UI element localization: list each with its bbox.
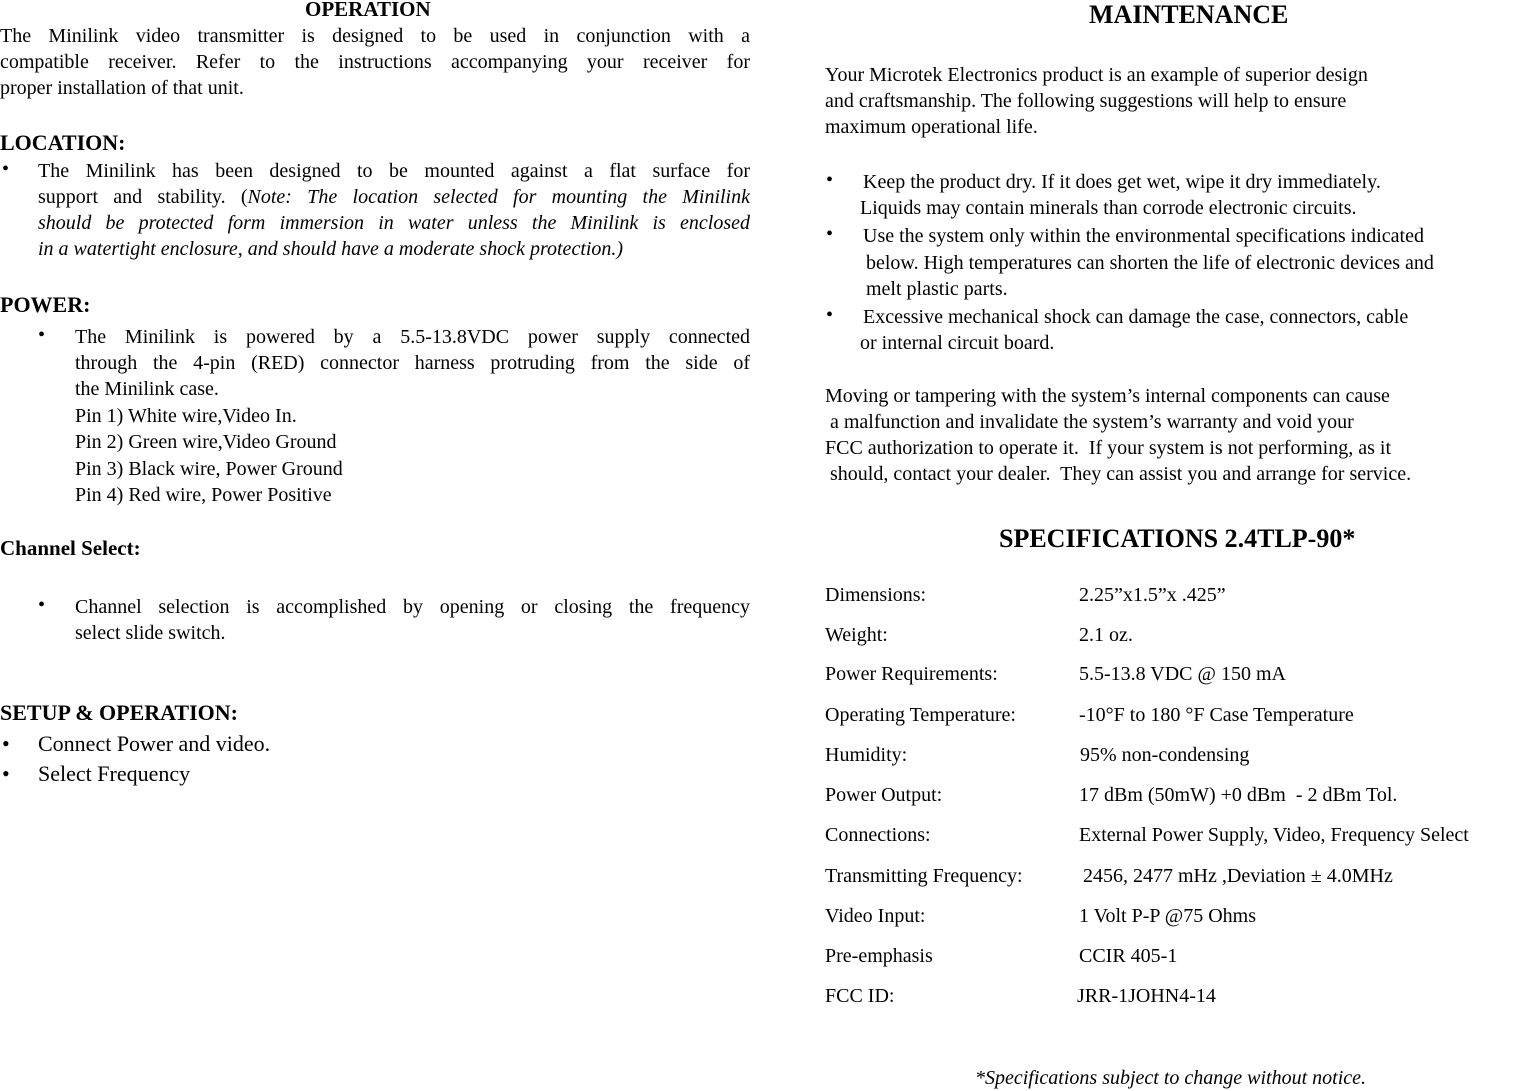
bullet-icon: • [2,761,10,786]
spec-label: Operating Temperature: [825,704,1016,726]
setup-item: Select Frequency [38,761,191,786]
pin-line: Pin 4) Red wire, Power Positive [75,484,332,506]
spec-value: External Power Supply, Video, Frequency Select [1079,824,1469,846]
specifications-title: SPECIFICATIONS 2.4TLP-90* [999,524,1356,553]
location-line: The Minilink has been designed to be mounted against a flat surface for [38,160,750,182]
channel-line: Channel selection is accomplished by opening or closing the frequency [75,596,750,618]
maint-bullet-line: Excessive mechanical shock can damage the case, connectors, cable [863,306,1409,328]
intro-line: proper installation of that unit. [0,77,244,99]
channel-line: select slide switch. [75,622,226,644]
bullet-icon: • [826,169,834,191]
intro-line: compatible receiver. Refer to the instructions accompanying your receiver for [0,51,750,73]
spec-label: Transmitting Frequency: [825,865,1023,887]
channel-heading: Channel Select: [0,536,141,560]
spec-label: Connections: [825,824,931,846]
spec-label: FCC ID: [825,985,895,1007]
bullet-icon: • [38,594,46,616]
spec-value: 2.1 oz. [1079,624,1133,646]
bullet-icon: • [826,304,834,326]
spec-label: Dimensions: [825,584,927,606]
maint-bullet-line: below. High temperatures can shorten the life of electronic devices and [866,252,1434,274]
bullet-icon: • [2,731,10,756]
warning-line: a malfunction and invalidate the system’s warranty and void your [825,411,1354,433]
spec-value: 2.25”x1.5”x .425” [1079,584,1226,606]
maint-bullet-line: or internal circuit board. [860,332,1055,354]
power-line: through the 4-pin (RED) connector harness protruding from the side of [75,352,750,374]
spec-value: 1 Volt P-P @75 Ohms [1079,905,1256,927]
maint-intro-line: and craftsmanship. The following suggestions will help to ensure [825,90,1347,112]
warning-line: should, contact your dealer. They can assist you and arrange for service. [825,463,1412,485]
maint-intro-line: Your Microtek Electronics product is an example of superior design [825,64,1368,86]
spec-label: Weight: [825,624,888,646]
spec-value: 17 dBm (50mW) +0 dBm - 2 dBm Tol. [1079,784,1398,806]
warning-line: FCC authorization to operate it. If your system is not performing, as it [825,437,1392,459]
setup-item: Connect Power and video. [38,731,271,756]
bullet-icon: • [38,324,46,346]
spec-value: CCIR 405-1 [1079,945,1178,967]
maint-bullet-line: Use the system only within the environmental specifications indicated [863,225,1424,247]
bullet-icon: • [2,158,10,180]
spec-label: Humidity: [825,744,908,766]
warning-line: Moving or tampering with the system’s internal components can cause [825,385,1390,407]
setup-heading: SETUP & OPERATION: [0,700,238,725]
location-note-line: in a watertight enclosure, and should have a moderate shock protection.) [38,238,624,260]
power-line: The Minilink is powered by a 5.5-13.8VDC power supply connected [75,326,750,348]
location-line-2: support and stability. (Note: The location selected for mounting the Minilink [38,186,750,208]
spec-label: Video Input: [825,905,926,927]
spec-label: Power Requirements: [825,663,998,685]
operation-title: OPERATION [305,0,431,21]
spec-value: 5.5-13.8 VDC @ 150 mA [1079,663,1286,685]
spec-value: 95% non-condensing [1080,744,1250,766]
pin-line: Pin 2) Green wire,Video Ground [75,431,337,453]
spec-value: -10°F to 180 °F Case Temperature [1079,704,1354,726]
maint-bullet-line: Liquids may contain minerals than corrode electronic circuits. [860,197,1357,219]
location-note-line: should be protected form immersion in water unless the Minilink is enclosed [38,212,750,234]
maint-bullet-line: melt plastic parts. [866,278,1008,300]
maintenance-title: MAINTENANCE [1089,0,1289,29]
bullet-icon: • [826,223,834,245]
spec-label: Power Output: [825,784,943,806]
intro-line: The Minilink video transmitter is designed to be used in conjunction with a [0,25,750,47]
power-line: the Minilink case. [75,378,219,400]
power-heading: POWER: [0,292,91,317]
spec-value: 2456, 2477 mHz ,Deviation ± 4.0MHz [1083,865,1393,887]
maint-bullet-line: Keep the product dry. If it does get wet, wipe it dry immediately. [863,171,1381,193]
footnote: *Specifications subject to change without notice. [975,1067,1367,1089]
pin-line: Pin 3) Black wire, Power Ground [75,458,343,480]
spec-value: JRR-1JOHN4-14 [1077,985,1216,1007]
spec-label: Pre-emphasis [825,945,933,967]
maint-intro-line: maximum operational life. [825,116,1038,138]
location-heading: LOCATION: [0,130,126,155]
pin-line: Pin 1) White wire,Video In. [75,405,297,427]
